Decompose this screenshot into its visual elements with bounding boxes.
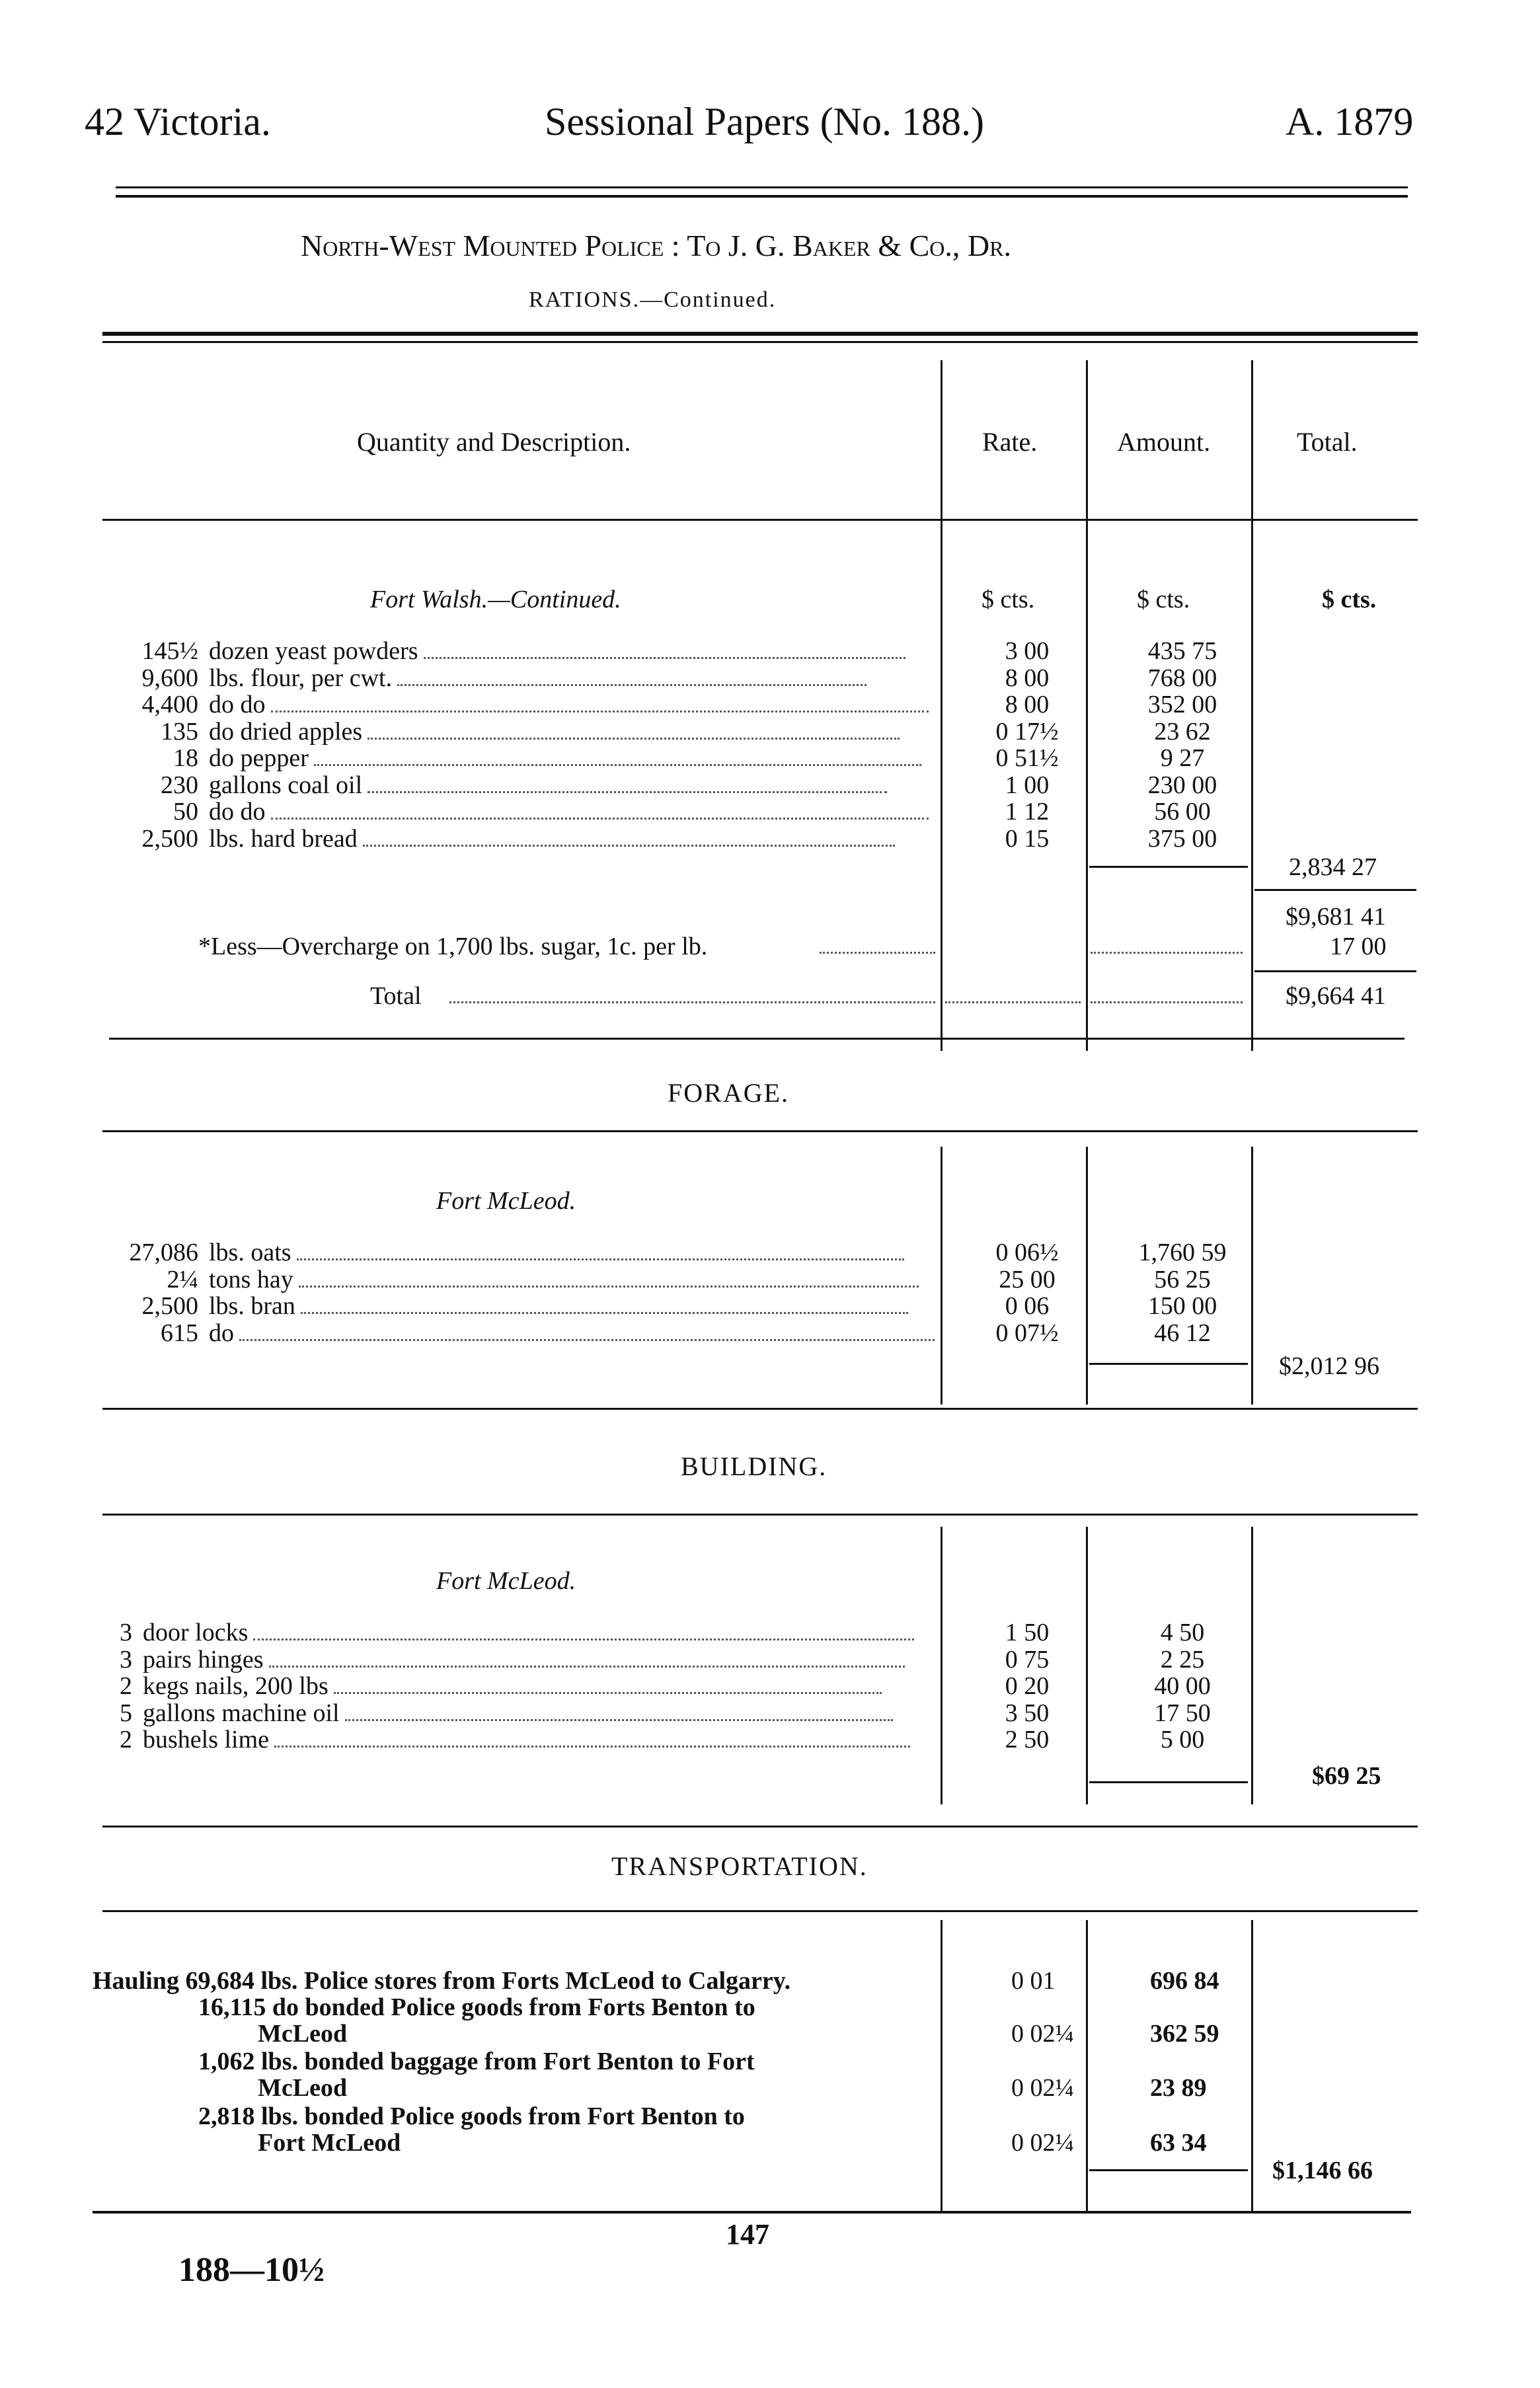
item-quantity-text: 27,086: [129, 1239, 198, 1266]
rations-place: Fort Walsh.—Continued.: [370, 586, 621, 613]
page-number: 147: [726, 2218, 769, 2251]
item-amount: [1100, 745, 1265, 772]
forage-row: [86, 1266, 1265, 1293]
item-description: [209, 826, 954, 853]
item-rate-text: 0 20: [1005, 1672, 1050, 1700]
item-amount-text: 150 00: [1147, 1292, 1217, 1320]
transportation-description-line: Hauling 69,684 lbs. Police stores from Forts McLeod to Calgarry.: [93, 1967, 791, 1995]
item-quantity: [86, 1646, 143, 1674]
column-total: Total.: [1297, 427, 1358, 457]
item-quantity-text: 3: [120, 1645, 132, 1674]
rations-total-value: $9,664 41: [1286, 982, 1386, 1010]
item-amount: [1100, 1619, 1265, 1646]
item-amount-text: 768 00: [1147, 664, 1217, 692]
item-quantity: [86, 638, 209, 665]
rations-row: [86, 798, 1265, 826]
item-description-text: do pepper: [209, 744, 309, 772]
dot-leader: [239, 1339, 935, 1341]
dot-leader: [299, 1286, 919, 1288]
item-rate-text: 0 06½: [995, 1239, 1059, 1266]
item-description: [209, 772, 954, 799]
item-quantity: [86, 1293, 209, 1320]
item-amount-text: 1,760 59: [1138, 1239, 1227, 1266]
transport-amount-underline: [1089, 2169, 1248, 2171]
transportation-rate: 0 02¼: [1011, 2074, 1074, 2102]
item-rate: [954, 826, 1100, 853]
item-rate: [954, 1700, 1100, 1727]
rations-row: [86, 826, 1265, 853]
item-amount: [1100, 1646, 1265, 1674]
transportation-description-line: 16,115 do bonded Police goods from Forts Benton to: [198, 1993, 755, 2021]
transportation-amount: 362 59: [1150, 2020, 1219, 2048]
less-overcharge-label: *Less—Overcharge on 1,700 lbs. sugar, 1c. per lb.: [198, 933, 708, 960]
item-rate-text: 0 15: [1005, 824, 1050, 853]
item-quantity: [86, 1266, 209, 1293]
item-description-text: kegs nails, 200 lbs: [143, 1672, 328, 1700]
header-rule-top: [116, 186, 1408, 188]
item-amount-text: 9 27: [1160, 744, 1205, 772]
item-description: [209, 1320, 954, 1347]
dot-leader: [334, 1692, 882, 1694]
building-row: [86, 1673, 1265, 1700]
title-rule-bottom: [102, 341, 1418, 343]
transportation-heading: TRANSPORTATION.: [611, 1851, 868, 1881]
item-quantity-text: 2: [120, 1726, 132, 1753]
item-rate: [954, 1726, 1100, 1753]
item-rate: [954, 772, 1100, 799]
item-description-text: bushels lime: [143, 1726, 270, 1753]
total-leader-2: [945, 1001, 1081, 1003]
item-quantity: [86, 691, 209, 718]
item-rate: [954, 638, 1100, 665]
transport-vrule-total: [1251, 1920, 1253, 2211]
item-rate: [954, 798, 1100, 826]
item-amount: [1100, 718, 1265, 746]
rations-total-unit: $ cts.: [1322, 586, 1377, 613]
item-quantity-text: 5: [120, 1699, 132, 1727]
transportation-amount: 63 34: [1150, 2129, 1207, 2157]
item-amount-text: 56 25: [1154, 1265, 1211, 1293]
rations-amount-underline: [1089, 866, 1248, 868]
item-quantity-text: 135: [161, 717, 198, 746]
item-description: [209, 1239, 954, 1266]
item-description: [143, 1726, 954, 1753]
item-rate-text: 1 12: [1005, 798, 1050, 826]
header-rule-bottom: [116, 195, 1408, 198]
forage-end-rule: [102, 1408, 1418, 1410]
header-left: 42 Victoria.: [85, 100, 271, 143]
item-rate-text: 0 17½: [995, 717, 1059, 746]
rations-end-rule: [109, 1038, 1405, 1040]
header-center: Sessional Papers (No. 188.): [545, 100, 984, 143]
transportation-amount: 696 84: [1150, 1967, 1219, 1995]
item-rate: [954, 1293, 1100, 1320]
forage-place: Fort McLeod.: [436, 1187, 576, 1215]
less-overcharge-value: 17 00: [1330, 933, 1387, 960]
dot-leader: [297, 1258, 904, 1260]
item-quantity-text: 2,500: [141, 824, 198, 853]
rations-row: [86, 638, 1265, 665]
item-description: [143, 1646, 954, 1674]
building-row: [86, 1619, 1265, 1646]
item-description: [143, 1673, 954, 1700]
item-description: [209, 718, 954, 746]
item-description: [143, 1700, 954, 1727]
rations-total-label: Total: [370, 982, 422, 1010]
column-description: Quantity and Description.: [357, 427, 631, 457]
item-rate-text: 0 06: [1005, 1292, 1050, 1320]
total-leader-1: [449, 1001, 935, 1003]
title-rule-top: [102, 332, 1418, 336]
item-amount-text: 5 00: [1160, 1726, 1205, 1753]
item-quantity-text: 230: [161, 771, 198, 799]
building-row: [86, 1700, 1265, 1727]
transportation-amount: 23 89: [1150, 2074, 1207, 2102]
dot-leader: [301, 1312, 908, 1314]
rations-row: [86, 772, 1265, 799]
item-amount: [1100, 1673, 1265, 1700]
item-quantity-text: 3: [120, 1619, 132, 1646]
document-subtitle: RATIONS.—Continued.: [529, 288, 777, 312]
column-amount: Amount.: [1117, 427, 1211, 457]
item-amount-text: 352 00: [1147, 691, 1217, 718]
item-quantity: [86, 665, 209, 692]
item-quantity-text: 2: [120, 1672, 132, 1700]
item-rate: [954, 1619, 1100, 1646]
transportation-total: $1,146 66: [1272, 2157, 1373, 2184]
item-description-text: do: [209, 1319, 234, 1347]
forage-row: [86, 1293, 1265, 1320]
item-amount: [1100, 665, 1265, 692]
rations-subtotal: 2,834 27: [1289, 853, 1377, 881]
item-rate-text: 3 50: [1005, 1699, 1050, 1727]
item-amount: [1100, 798, 1265, 826]
item-quantity: [86, 1726, 143, 1753]
dot-leader: [271, 818, 929, 820]
forage-amount-underline: [1089, 1363, 1248, 1365]
forage-row: [86, 1320, 1265, 1347]
less-leader-2: [1091, 952, 1243, 954]
transportation-description-line: 2,818 lbs. bonded Police goods from Fort Benton to: [198, 2102, 745, 2130]
footer-rule: [93, 2211, 1411, 2214]
dot-leader: [397, 684, 866, 686]
forage-heading-rule: [102, 1130, 1418, 1132]
column-heading-rule: [102, 519, 1418, 521]
forage-row: [86, 1239, 1265, 1266]
item-quantity: [86, 1239, 209, 1266]
item-quantity: [86, 798, 209, 826]
item-description-text: door locks: [143, 1619, 249, 1646]
dot-leader: [363, 845, 895, 847]
transportation-rate: 0 01: [1011, 1967, 1056, 1995]
item-quantity: [86, 826, 209, 853]
transportation-description-line: McLeod: [258, 2074, 348, 2102]
item-rate-text: 8 00: [1005, 664, 1050, 692]
item-rate-text: 3 00: [1005, 637, 1050, 665]
document-title: North-West Mounted Police : To J. G. Baker & Co., Dr.: [301, 229, 1011, 262]
item-amount-text: 17 50: [1154, 1699, 1211, 1727]
dot-leader: [424, 657, 905, 659]
item-amount: [1100, 772, 1265, 799]
sessional-paper-reference: 188—10½: [178, 2251, 325, 2289]
item-description: [209, 1293, 954, 1320]
item-rate-text: 1 50: [1005, 1619, 1050, 1646]
item-amount: [1100, 1293, 1265, 1320]
transportation-rate: 0 02¼: [1011, 2020, 1074, 2048]
item-rate-text: 2 50: [1005, 1726, 1050, 1753]
dot-leader: [367, 738, 900, 740]
item-amount-text: 56 00: [1154, 798, 1211, 826]
item-quantity-text: 615: [161, 1319, 198, 1347]
building-place: Fort McLeod.: [436, 1567, 576, 1595]
rations-rate-unit: $ cts.: [982, 586, 1035, 613]
item-amount: [1100, 1320, 1265, 1347]
item-rate: [954, 1239, 1100, 1266]
item-amount-text: 230 00: [1147, 771, 1217, 799]
item-rate-text: 0 07½: [995, 1319, 1059, 1347]
item-amount-text: 46 12: [1154, 1319, 1211, 1347]
item-amount-text: 40 00: [1154, 1672, 1211, 1700]
item-amount: [1100, 826, 1265, 853]
item-description-text: do do: [209, 691, 266, 718]
item-rate: [954, 665, 1100, 692]
item-rate-text: 0 75: [1005, 1645, 1050, 1674]
item-description-text: tons hay: [209, 1265, 293, 1293]
item-description: [209, 665, 954, 692]
rations-row: [86, 665, 1265, 692]
item-description: [143, 1619, 954, 1646]
dot-leader: [269, 1666, 905, 1668]
item-quantity-text: 50: [173, 798, 198, 826]
transportation-heading-rule: [102, 1910, 1418, 1912]
item-description-text: gallons coal oil: [209, 771, 363, 799]
item-rate: [954, 1266, 1100, 1293]
item-quantity: [86, 745, 209, 772]
item-rate: [954, 1646, 1100, 1674]
building-end-rule: [102, 1826, 1418, 1828]
item-quantity-text: 2,500: [141, 1292, 198, 1320]
item-rate: [954, 718, 1100, 746]
item-description-text: lbs. bran: [209, 1292, 295, 1320]
building-row: [86, 1726, 1265, 1753]
dot-leader: [271, 711, 929, 713]
item-quantity: [86, 772, 209, 799]
item-description-text: do do: [209, 798, 266, 826]
item-description-text: dozen yeast powders: [209, 637, 418, 665]
forage-table: [86, 1239, 1265, 1346]
rations-row: [86, 745, 1265, 772]
item-amount-text: 2 25: [1160, 1645, 1205, 1674]
dot-leader: [274, 1746, 910, 1748]
item-amount: [1100, 638, 1265, 665]
item-amount-text: 23 62: [1154, 717, 1211, 746]
item-rate-text: 0 51½: [995, 744, 1059, 772]
building-heading-rule: [102, 1514, 1418, 1516]
dot-leader: [345, 1719, 893, 1721]
building-total: $69 25: [1312, 1762, 1381, 1790]
less-leader-1: [820, 952, 935, 954]
item-amount: [1100, 1700, 1265, 1727]
forage-total: $2,012 96: [1279, 1352, 1379, 1380]
building-heading: BUILDING.: [681, 1451, 828, 1481]
item-amount-text: 435 75: [1147, 637, 1217, 665]
item-amount: [1100, 1239, 1265, 1266]
item-amount-text: 375 00: [1147, 824, 1217, 853]
item-description: [209, 798, 954, 826]
item-amount: [1100, 1266, 1265, 1293]
header-right: A. 1879: [1286, 100, 1414, 143]
dot-leader: [367, 791, 887, 793]
item-rate: [954, 1673, 1100, 1700]
item-description: [209, 691, 954, 718]
rations-table: [86, 638, 1265, 852]
item-rate-text: 1 00: [1005, 771, 1050, 799]
item-amount: [1100, 1726, 1265, 1753]
transport-vrule-rate: [941, 1920, 943, 2211]
item-quantity-text: 4,400: [141, 691, 198, 718]
building-row: [86, 1646, 1265, 1674]
forage-heading: FORAGE.: [668, 1078, 790, 1108]
item-quantity-text: 145½: [141, 637, 198, 665]
item-description-text: do dried apples: [209, 717, 363, 746]
item-rate: [954, 1320, 1100, 1347]
transport-vrule-amount: [1086, 1920, 1088, 2211]
item-quantity-text: 9,600: [141, 664, 198, 692]
item-description-text: lbs. hard bread: [209, 824, 358, 853]
rations-row: [86, 718, 1265, 746]
transportation-description-line: 1,062 lbs. bonded baggage from Fort Benton to Fort: [198, 2048, 755, 2075]
item-description-text: lbs. oats: [209, 1239, 291, 1266]
item-quantity: [86, 1320, 209, 1347]
total-leader-3: [1091, 1001, 1243, 1003]
rations-amount-unit: $ cts.: [1137, 586, 1190, 613]
building-amount-underline: [1089, 1781, 1248, 1783]
transportation-description-line: McLeod: [258, 2020, 348, 2048]
item-quantity: [86, 1619, 143, 1646]
column-rate: Rate.: [982, 427, 1038, 457]
item-description: [209, 745, 954, 772]
rations-row: [86, 691, 1265, 718]
item-rate: [954, 745, 1100, 772]
item-description-text: gallons machine oil: [143, 1699, 340, 1727]
item-description-text: pairs hinges: [143, 1645, 264, 1674]
building-table: [86, 1619, 1265, 1753]
rations-running-total: $9,681 41: [1286, 903, 1386, 931]
item-quantity: [86, 1673, 143, 1700]
dot-leader: [314, 764, 921, 766]
rations-total-rule-2: [1254, 970, 1416, 972]
item-rate-text: 25 00: [999, 1265, 1056, 1293]
item-description: [209, 1266, 954, 1293]
item-quantity: [86, 718, 209, 746]
item-amount: [1100, 691, 1265, 718]
item-quantity-text: 18: [173, 744, 198, 772]
transportation-description-line: Fort McLeod: [258, 2129, 401, 2157]
item-quantity: [86, 1700, 143, 1727]
item-quantity-text: 2¼: [167, 1265, 198, 1293]
item-description: [209, 638, 954, 665]
item-description-text: lbs. flour, per cwt.: [209, 664, 393, 692]
item-rate: [954, 691, 1100, 718]
item-amount-text: 4 50: [1160, 1619, 1205, 1646]
item-rate-text: 8 00: [1005, 691, 1050, 718]
dot-leader: [253, 1638, 914, 1640]
transportation-rate: 0 02¼: [1011, 2129, 1074, 2157]
rations-total-rule-1: [1254, 889, 1416, 891]
